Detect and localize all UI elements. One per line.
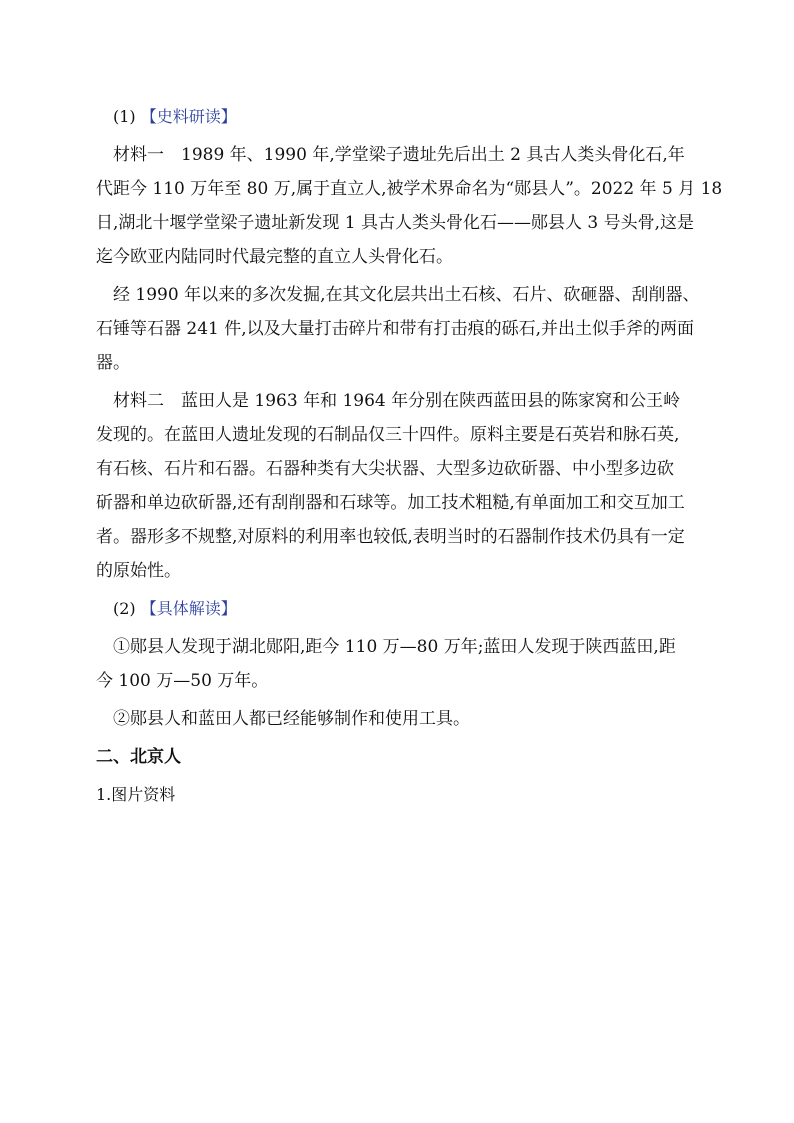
subsection-picture-materials: 1.图片资料 (96, 785, 176, 804)
material-one-paragraph (96, 138, 723, 274)
text-line: ①郧县人发现于湖北郧阳,距今 110 万—80 万年;蓝田人发现于陕西蓝田,距 (113, 637, 676, 657)
interpretation-point-one (96, 630, 721, 698)
text-line: 经 1990 年以来的多次发掘,在其文化层共出土石核、石片、砍砸器、刮削器、 (113, 285, 700, 305)
section-title: 【史料研读】 (140, 107, 237, 126)
section-number: (1) (113, 107, 136, 126)
section-heading-peking-man: 二、北京人 (96, 747, 181, 767)
material-two-paragraph (96, 384, 721, 588)
text-line: 发现的。在蓝田人遗址发现的石制品仅三十四件。原料主要是石英岩和脉石英, (96, 425, 680, 445)
text-line: 今 100 万—50 万年。 (96, 671, 269, 691)
text-line: ②郧县人和蓝田人都已经能够制作和使用工具。 (113, 709, 470, 729)
text-line: 器。 (96, 353, 130, 373)
document-page (96, 100, 723, 812)
interpretation-point-two (113, 702, 721, 736)
text-line: 石锤等石器 241 件,以及大量打击碎片和带有打击痕的砾石,并出土似手斧的两面 (96, 319, 695, 339)
text-line: 的原始性。 (96, 561, 181, 581)
section-number: (2) (113, 599, 136, 618)
text-line: 材料二 蓝田人是 1963 年和 1964 年分别在陕西蓝田县的陈家窝和公王岭 (113, 391, 681, 411)
text-line: 材料一 1989 年、1990 年,学堂梁子遗址先后出土 2 具古人类头骨化石,年 (113, 145, 685, 165)
section-title: 【具体解读】 (140, 599, 237, 618)
text-line: 有石核、石片和石器。石器种类有大尖状器、大型多边砍斫器、中小型多边砍 (96, 459, 674, 479)
section-label-interpretation (113, 592, 721, 626)
excavation-paragraph (96, 278, 721, 380)
text-line: 日,湖北十堰学堂梁子遗址新发现 1 具古人类头骨化石——郧县人 3 号头骨,这是 (96, 213, 695, 233)
section-label-historical-reading (113, 100, 721, 134)
text-line: 迄今欧亚内陆同时代最完整的直立人头骨化石。 (96, 247, 453, 267)
text-line: 者。器形多不规整,对原料的利用率也较低,表明当时的石器制作技术仍具有一定 (96, 527, 685, 547)
text-line: 代距今 110 万年至 80 万,属于直立人,被学术界命名为“郧县人”。2022 年 5 月 18 (96, 179, 723, 199)
text-line: 斫器和单边砍斫器,还有刮削器和石球等。加工技术粗糙,有单面加工和交互加工 (96, 493, 685, 513)
